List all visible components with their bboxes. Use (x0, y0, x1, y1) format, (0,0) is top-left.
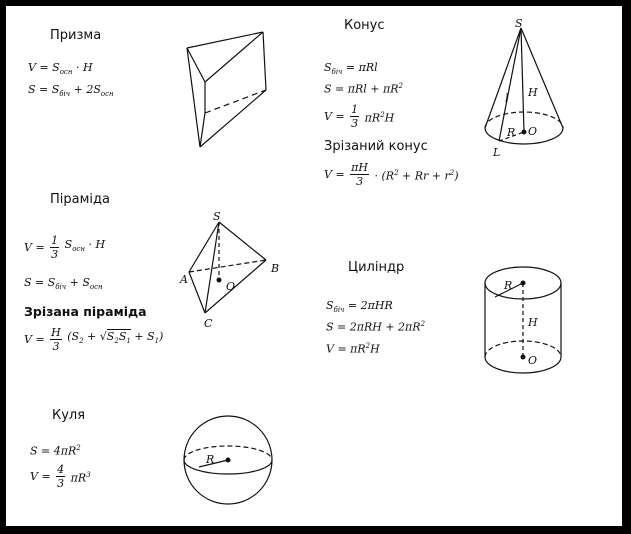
cylinder-heading: Циліндр (348, 260, 405, 275)
pyramid-center-label: O (226, 280, 236, 293)
pyramid-figure (171, 202, 291, 332)
cone-surface-formula: $S = \pi Rl + \pi R^2$ (324, 82, 403, 96)
cylinder-radius-label: R (504, 279, 513, 292)
truncated-cone-volume-formula: V = $\frac{\pi H}{3}$ · $(R^2 + Rr + r^2)$ (324, 161, 459, 188)
truncated-pyramid-volume-formula: V = $\frac{H}{3}$ $(S_2 + √S_2S_1 + S_1)$ (24, 326, 164, 353)
cone-apex-label: S (515, 17, 523, 30)
cone-center-label: O (528, 125, 538, 138)
pyramid-volume-formula: V = $\frac{1}{3}$ $S_{осн} \cdot H$ (24, 234, 106, 261)
pyramid-surface-formula: $S = S_{біч} + S_{осн}$ (24, 276, 103, 292)
cone-radius-label: R (507, 126, 516, 139)
sphere-volume-formula: V = $\frac{4}{3}$ $\pi R^3$ (30, 463, 91, 490)
cylinder-volume-formula: $V = \pi R^2H$ (326, 342, 380, 356)
sphere-radius-label: R (206, 453, 215, 466)
truncated-cone-heading: Зрізаний конус (324, 139, 428, 154)
formula-sheet (6, 6, 622, 526)
pyramid-heading: Піраміда (50, 192, 110, 207)
prism-surface-formula: $S = S_{біч} + 2S_{осн}$ (28, 83, 114, 99)
cone-height-label: H (528, 86, 538, 99)
truncated-pyramid-heading: Зрізана піраміда (24, 304, 147, 319)
pyramid-vertex-b-label: B (271, 262, 280, 275)
cone-volume-formula: V = $\frac{1}{3}$ $\pi R^2H$ (324, 103, 395, 130)
cone-slant-label: l (505, 92, 509, 105)
cylinder-height-label: H (528, 316, 538, 329)
pyramid-apex-label: S (213, 210, 221, 223)
cone-heading: Конус (344, 18, 385, 33)
cylinder-surface-formula: $S = 2\pi RH + 2\pi R^2$ (326, 320, 426, 334)
prism-volume-formula: $V = S_{осн} \cdot H$ (28, 61, 93, 77)
prism-heading: Призма (50, 28, 102, 43)
sphere-surface-formula: $S = 4\pi R^2$ (30, 444, 81, 458)
pyramid-vertex-c-label: C (204, 317, 213, 330)
cylinder-figure (476, 256, 596, 386)
cylinder-center-label: O (528, 354, 538, 367)
prism-figure (181, 26, 281, 156)
cone-figure (471, 16, 601, 166)
cone-lateral-formula: $S_{біч} = \pi Rl$ (324, 61, 378, 77)
cylinder-lateral-formula: $S_{біч} = 2\pi HR$ (326, 299, 393, 315)
sphere-heading: Куля (52, 408, 86, 423)
cone-point-label: L (493, 146, 501, 159)
sphere-figure (176, 404, 286, 516)
pyramid-vertex-a-label: A (180, 273, 188, 286)
